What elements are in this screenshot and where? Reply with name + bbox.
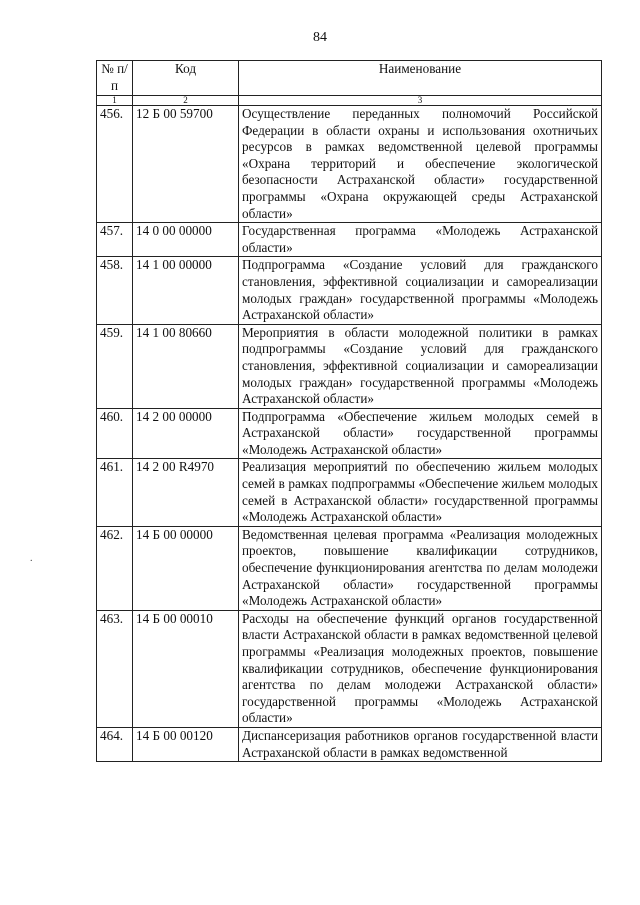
column-index: 2 [133,96,239,106]
row-code: 12 Б 00 59700 [133,106,239,223]
header-row [97,61,602,96]
row-name: Подпрограмма «Создание условий для гражданского становления, эффективной социализации и самореализации молодых граждан» государственной программы «Молодежь Астраханской области» [239,257,602,324]
row-name: Государственная программа «Молодежь Астраханской области» [239,223,602,257]
row-code: 14 2 00 R4970 [133,459,239,526]
row-number: 460. [97,408,133,459]
table-row [97,106,602,223]
row-name: Подпрограмма «Обеспечение жильем молодых семей в Астраханской области» государственной программы «Молодежь Астраханской области» [239,408,602,459]
row-code: 14 1 00 00000 [133,257,239,324]
table-row [97,727,602,761]
table-row [97,526,602,610]
row-code: 14 0 00 00000 [133,223,239,257]
column-index: 1 [97,96,133,106]
table-row [97,223,602,257]
row-name: Осуществление переданных полномочий Российской Федерации в области охраны и использования охотничьих ресурсов в рамках ведомственной целевой программы «Охрана территорий и обеспечение экологической безопасности Астраханской области» государственной программы «Охрана окружающей среды Астраханской области» [239,106,602,223]
row-number: 464. [97,727,133,761]
table-row [97,324,602,408]
row-code: 14 2 00 00000 [133,408,239,459]
row-name: Диспансеризация работников органов государственной власти Астраханской области в рамках ведомственной [239,727,602,761]
row-number: 459. [97,324,133,408]
row-number: 461. [97,459,133,526]
row-number: 463. [97,610,133,727]
column-index: 3 [239,96,602,106]
row-code: 14 Б 00 00120 [133,727,239,761]
table-row [97,257,602,324]
table-row [97,408,602,459]
row-name: Реализация мероприятий по обеспечению жильем молодых семей в рамках подпрограммы «Обеспечение жильем молодых семей в Астраханской области» государственной программы «Молодежь Астраханской области» [239,459,602,526]
row-name: Мероприятия в области молодежной политики в рамках подпрограммы «Создание условий для гражданского становления, эффективной социализации и самореализации молодых граждан» государственной программы «Молодежь Астраханской области» [239,324,602,408]
column-index-row [97,96,602,106]
row-number: 457. [97,223,133,257]
margin-mark: . [30,553,33,564]
row-name: Ведомственная целевая программа «Реализация молодежных проектов, повышение квалификации сотрудников, обеспечение функционирования агентства по делам молодежи Астраханской области» государственной программы «Молодежь Астраханской области» [239,526,602,610]
table-row [97,459,602,526]
header-num: № п/п [97,61,133,96]
table-row [97,610,602,727]
row-code: 14 Б 00 00010 [133,610,239,727]
row-code: 14 1 00 80660 [133,324,239,408]
row-number: 462. [97,526,133,610]
row-code: 14 Б 00 00000 [133,526,239,610]
row-name: Расходы на обеспечение функций органов государственной власти Астраханской области в рамках ведомственной целевой программы «Реализация молодежных проектов, повышение квалификации сотрудников, обеспечение функционирования агентства по делам молодежи Астраханской области» государственной программы «Молодежь Астраханской области» [239,610,602,727]
page-number: 84 [313,30,327,45]
header-name: Наименование [239,61,602,96]
row-number: 456. [97,106,133,223]
header-code: Код [133,61,239,96]
row-number: 458. [97,257,133,324]
budget-codes-table [96,60,602,762]
